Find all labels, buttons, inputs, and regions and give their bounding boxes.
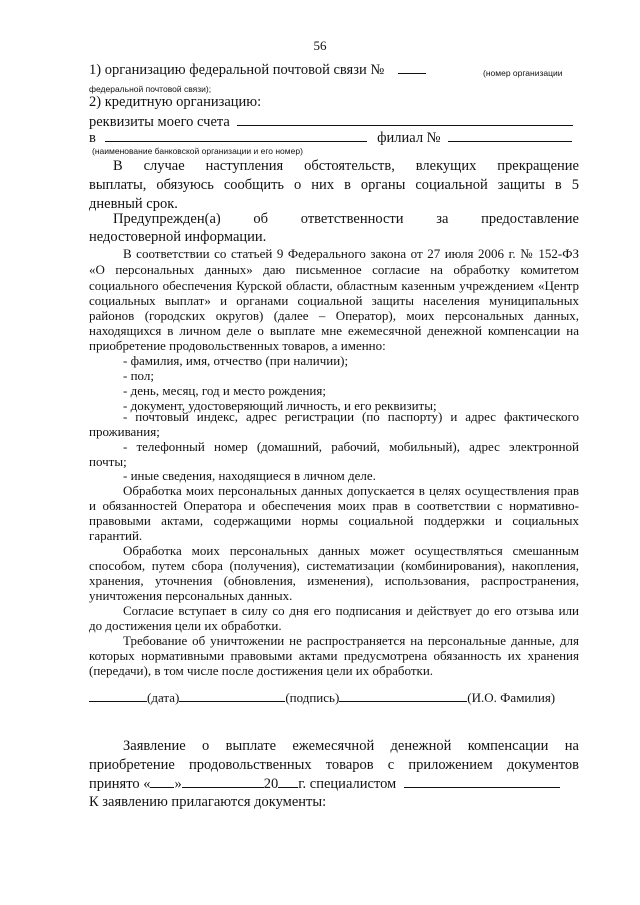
item1-note-a: (номер организации bbox=[483, 68, 563, 78]
consent-line-3: социального обеспечения Курской области, областным казенным учреждением «Центр bbox=[89, 278, 579, 293]
attachments-heading: К заявлению прилагаются документы: bbox=[89, 794, 327, 810]
account-line bbox=[89, 114, 573, 131]
full-name-label: (И.О. Фамилия) bbox=[467, 690, 556, 705]
consent-line-2: «О персональных данных» даю письменное согласие на обработку комитетом bbox=[89, 262, 579, 277]
processing-method-line-3: хранения, уточнения (обновления, изменения), использования, распространения, bbox=[89, 573, 579, 588]
receipt-year-field[interactable] bbox=[278, 786, 298, 788]
consent-validity-line-2: до достижения цели их обработки. bbox=[89, 618, 282, 633]
bank-note: (наименование банковской организации и его номер) bbox=[92, 146, 303, 156]
processing-method-line-1: Обработка моих персональных данных может осуществляться смешанным bbox=[123, 543, 579, 558]
list-item-continuation: проживания; bbox=[89, 424, 160, 439]
item2-text: 2) кредитную организацию: bbox=[89, 94, 262, 110]
bank-name-field[interactable] bbox=[105, 140, 367, 142]
list-item: - документ, удостоверяющий личность, и его реквизиты; bbox=[123, 398, 437, 413]
warning-line-2: недостоверной информации. bbox=[89, 229, 267, 245]
destruction-line-3: (передачи), в том числе после достижения цели их обработки. bbox=[89, 663, 434, 678]
branch-label: филиал № bbox=[377, 130, 441, 146]
list-item: - иные сведения, находящиеся в личном деле. bbox=[123, 468, 376, 483]
list-item: - почтовый индекс, адрес регистрации (по паспорту) и адрес фактического bbox=[123, 409, 579, 424]
date-field[interactable] bbox=[89, 700, 147, 702]
consent-line-4: социальных выплат» и органами социальной защиты населения муниципальных bbox=[89, 293, 579, 308]
notice-line-3: дневный срок. bbox=[89, 196, 178, 212]
century-label: 20 bbox=[263, 776, 279, 792]
account-field[interactable] bbox=[237, 124, 573, 126]
list-item: - телефонный номер (домашний, рабочий, мобильный), адрес электронной bbox=[123, 439, 579, 454]
receipt-line-2: приобретение продовольственных товаров с приложением документов bbox=[89, 757, 579, 773]
processing-purpose-line-2: и обязанностей Оператора и обеспечения моих прав в соответствии с нормативно- bbox=[89, 498, 579, 513]
processing-method-line-4: уничтожения персональных данных. bbox=[89, 588, 293, 603]
bank-prefix: в bbox=[89, 130, 96, 146]
page-number: 56 bbox=[313, 38, 327, 53]
signature-label: (подпись) bbox=[285, 690, 340, 705]
list-item-continuation: почты; bbox=[89, 454, 127, 469]
quote-close: » bbox=[174, 776, 182, 792]
processing-purpose-line-4: гарантий. bbox=[89, 528, 143, 543]
processing-method-line-2: способом, путем сбора (получения), систематизации (комбинирования), накопления, bbox=[89, 558, 579, 573]
processing-purpose-line-3: правовыми актами, содержащими нормы социальной поддержки и социальных bbox=[89, 513, 579, 528]
item1-text: 1) организацию федеральной почтовой связи № bbox=[89, 62, 385, 78]
list-item: - день, месяц, год и место рождения; bbox=[123, 383, 326, 398]
full-name-field[interactable] bbox=[339, 700, 467, 702]
notice-line-2: выплаты, обязуюсь сообщить о них в органы социальной защиты в 5 bbox=[89, 177, 579, 193]
consent-line-7: приобретение продовольственных товаров, а именно: bbox=[89, 338, 386, 353]
bank-line bbox=[89, 130, 572, 147]
consent-validity-line-1: Согласие вступает в силу со дня его подписания и действует до его отзыва или bbox=[123, 603, 579, 618]
warning-line-1: Предупрежден(а) об ответственности за предоставление bbox=[113, 211, 579, 227]
destruction-line-1: Требование об уничтожении не распространяется на персональные данные, для bbox=[123, 633, 579, 648]
receipt-line-3 bbox=[89, 776, 560, 793]
receipt-month-field[interactable] bbox=[182, 786, 264, 788]
consent-line-6: находящихся в личном деле о выплате мне ежемесячной денежной компенсации на bbox=[89, 323, 579, 338]
consent-line-1: В соответствии со статьей 9 Федерального закона от 27 июля 2006 г. № 152-ФЗ bbox=[123, 246, 579, 261]
processing-purpose-line-1: Обработка моих персональных данных допускается в целях осуществления прав bbox=[123, 483, 579, 498]
item1-line bbox=[89, 62, 426, 79]
account-label: реквизиты моего счета bbox=[89, 114, 230, 130]
branch-number-field[interactable] bbox=[448, 140, 572, 142]
item1-note-b: федеральной почтовой связи); bbox=[89, 84, 212, 94]
received-label: принято « bbox=[89, 776, 151, 792]
list-item: - пол; bbox=[123, 368, 154, 383]
notice-line-1: В случае наступления обстоятельств, влекущих прекращение bbox=[113, 158, 579, 174]
signature-field[interactable] bbox=[179, 700, 285, 702]
specialist-field[interactable] bbox=[404, 786, 560, 788]
date-label: (дата) bbox=[147, 690, 180, 705]
list-item: - фамилия, имя, отчество (при наличии); bbox=[123, 353, 349, 368]
receipt-line-1: Заявление о выплате ежемесячной денежной компенсации на bbox=[123, 738, 579, 754]
signature-line bbox=[89, 690, 555, 706]
postal-number-field[interactable] bbox=[398, 72, 426, 74]
specialist-label: г. специалистом bbox=[298, 776, 397, 792]
receipt-day-field[interactable] bbox=[150, 786, 174, 788]
destruction-line-2: которых нормативными правовыми актами предусмотрена обязанность их хранения bbox=[89, 648, 579, 663]
consent-line-5: районов (городских округов) (далее – Оператор), моих персональных данных, bbox=[89, 308, 579, 323]
